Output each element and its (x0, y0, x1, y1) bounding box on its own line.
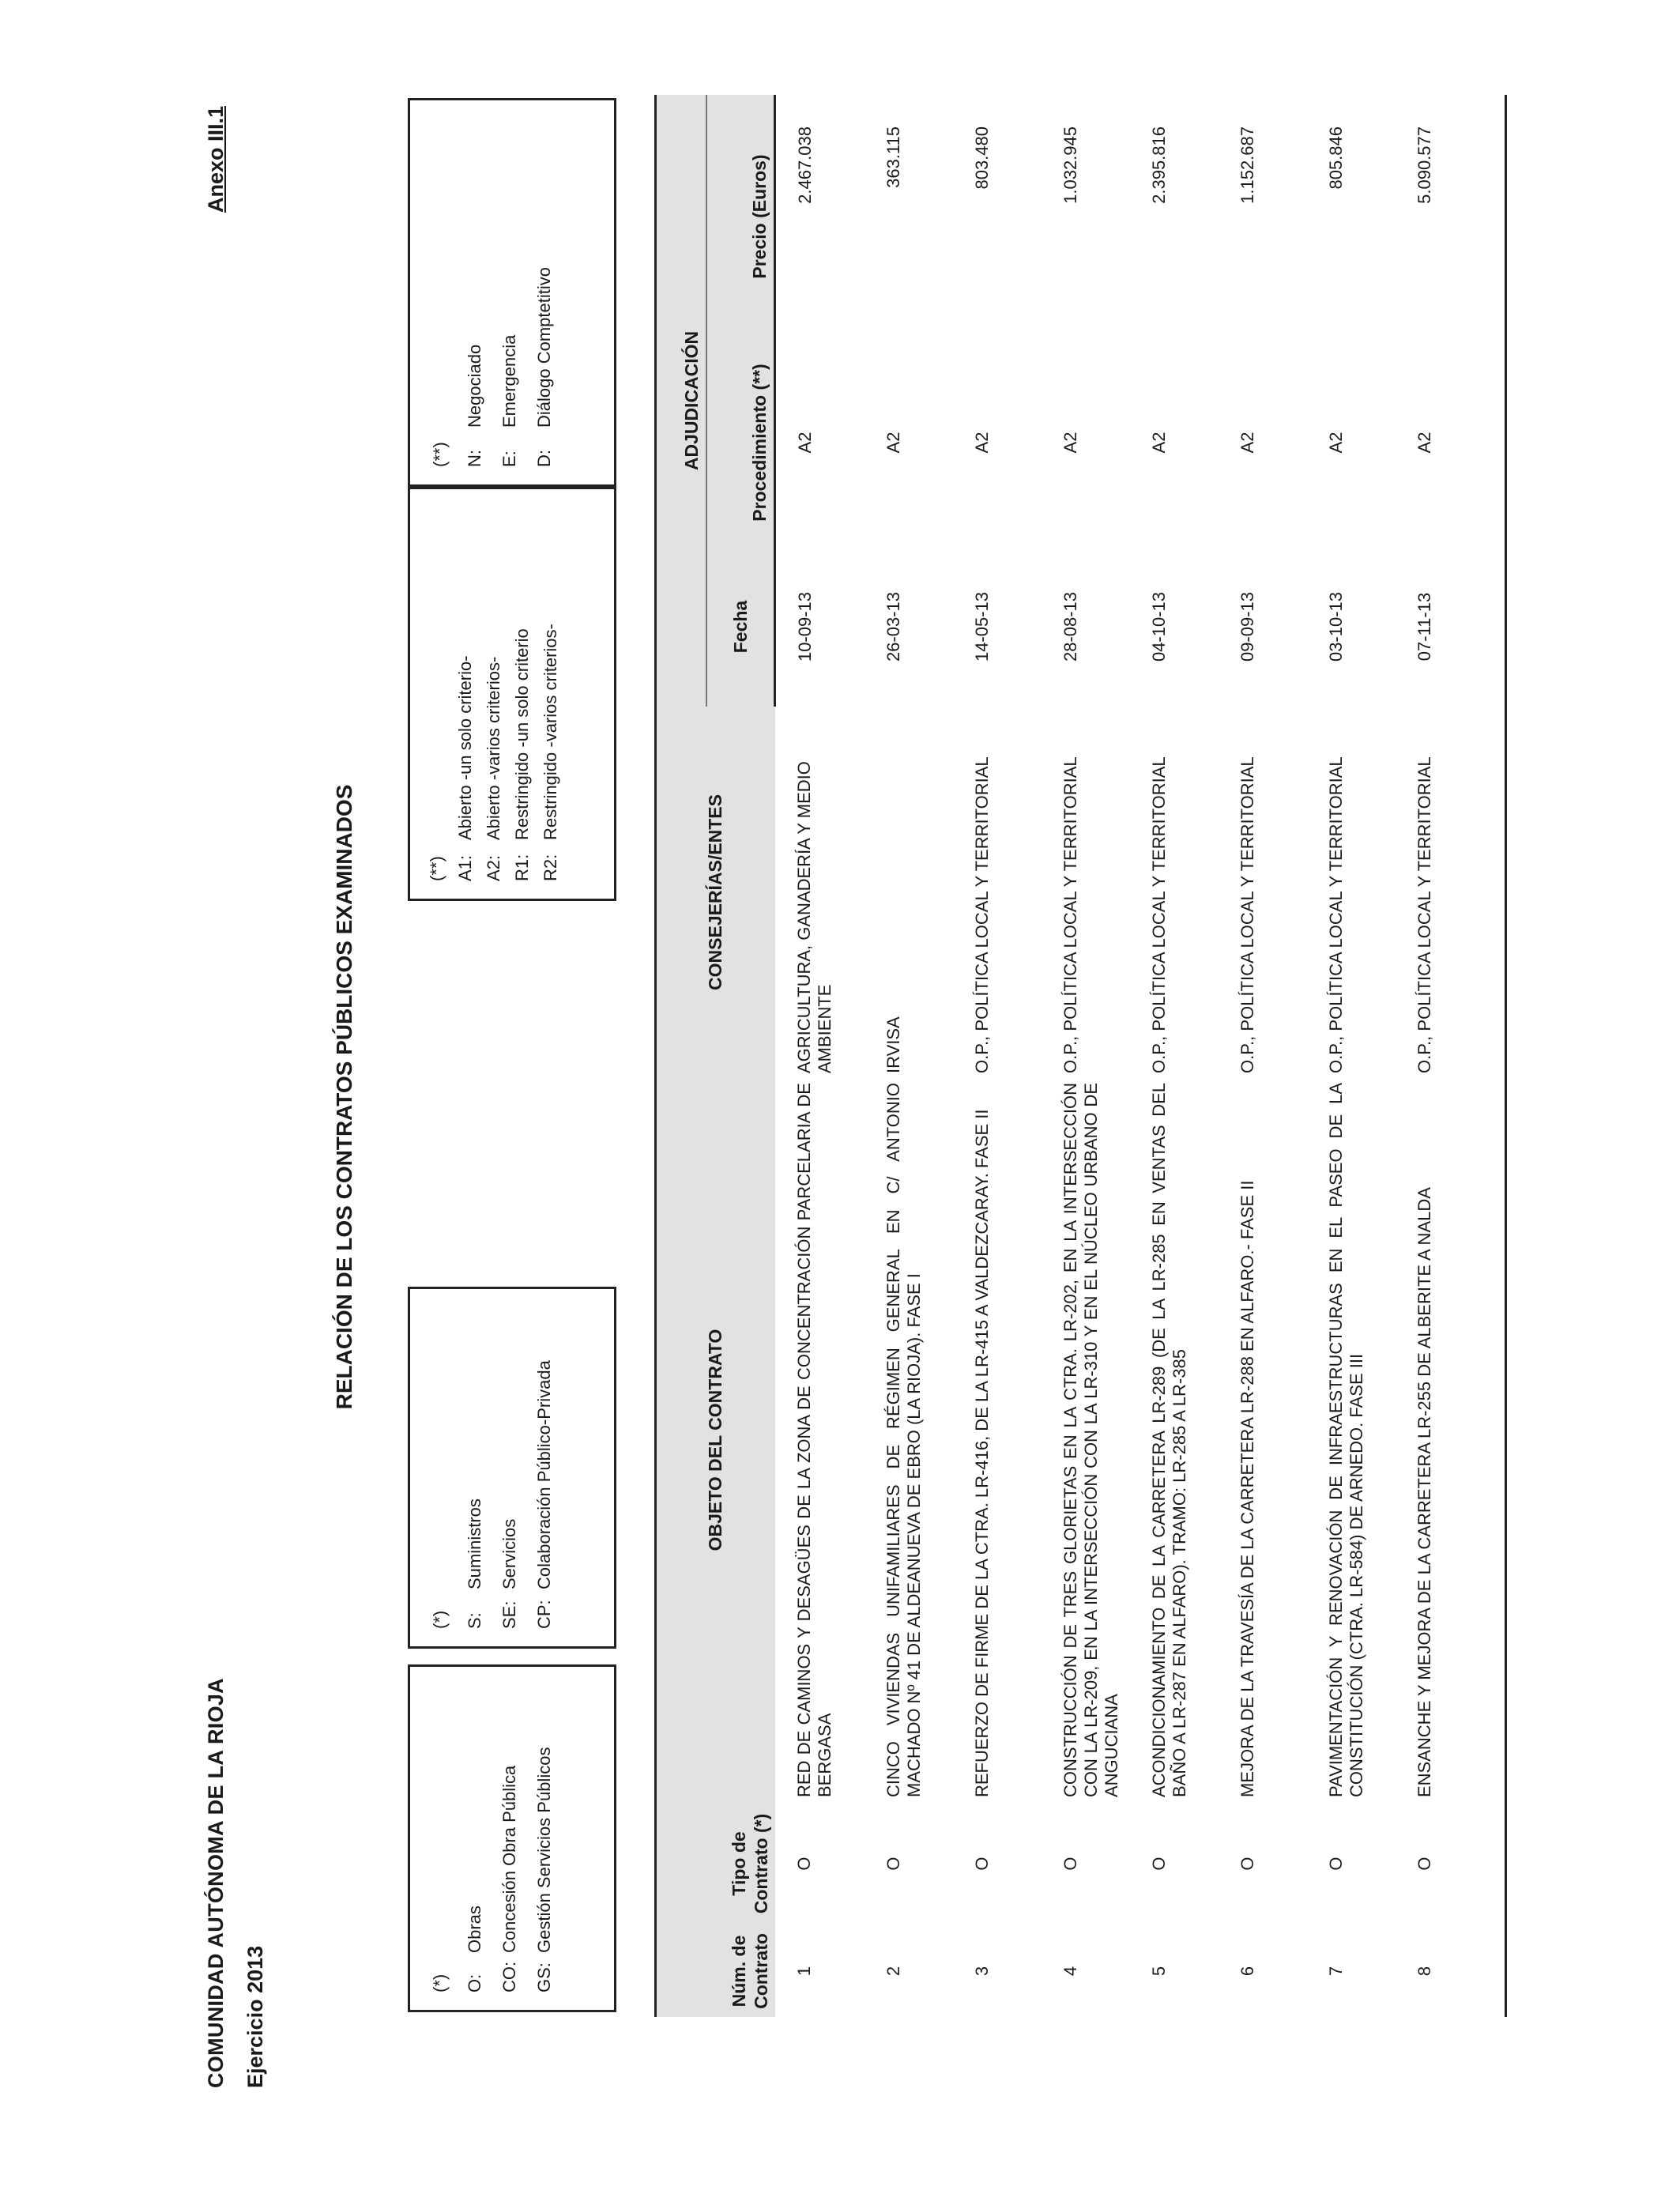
page-title: RELACIÓN DE LOS CONTRATOS PÚBLICOS EXAMINADOS (332, 784, 356, 1410)
legend-item: A2: Abierto -varios criterios- (484, 656, 503, 881)
cell-fecha: 28-08-13 (1060, 591, 1080, 662)
cell-tipo: O (1060, 1857, 1080, 1871)
cell-tipo: O (883, 1857, 903, 1871)
cell-precio: 2.395.816 (1149, 126, 1169, 204)
cell-consejeria: O.P., POLÍTICA LOCAL Y TERRITORIAL (1326, 756, 1346, 1073)
cell-objeto: ACONDICIONAMIENTO DE LA CARRETERA LR-289 (DE LA LR-285 EN VENTAS DEL BAÑO A LR-287 EN ALFARO). TRAMO: LR-285 A LR-385 (1149, 1083, 1189, 1797)
column-header-objeto: OBJETO DEL CONTRATO (656, 1078, 775, 1802)
cell-tipo: O (1149, 1857, 1169, 1871)
organization-title: COMUNIDAD AUTÓNOMA DE LA RIOJA (204, 1678, 228, 2088)
legend-item: N: Negociado (465, 344, 484, 467)
cell-fecha: 10-09-13 (795, 591, 815, 662)
cell-num: 1 (793, 1966, 814, 1977)
column-header-precio: Precio (Euros) (706, 95, 775, 338)
cell-precio: 1.032.945 (1060, 126, 1080, 204)
legend-item: S: Suministros (465, 1498, 484, 1629)
cell-num: 2 (883, 1966, 903, 1977)
cell-fecha: 03-10-13 (1326, 591, 1346, 662)
cell-procedimiento: A2 (1326, 432, 1346, 454)
column-header-fecha: Fecha (706, 547, 775, 707)
cell-objeto: RED DE CAMINOS Y DESAGÜES DE LA ZONA DE CONCENTRACIÓN PARCELARIA DE BERGASA (793, 1083, 834, 1797)
cell-fecha: 14-05-13 (972, 591, 992, 662)
cell-objeto: ENSANCHE Y MEJORA DE LA CARRETERA LR-255 DE ALBERITE A NALDA (1405, 1078, 1506, 1802)
table-row (1405, 95, 1506, 2017)
cell-procedimiento: A2 (883, 432, 903, 454)
cell-num: 5 (1149, 1966, 1169, 1977)
cell-procedimiento: A2 (1060, 432, 1080, 454)
cell-precio: 363.115 (883, 126, 903, 188)
contracts-table (654, 95, 1507, 2017)
cell-precio: 803.480 (972, 126, 992, 190)
cell-num: 6 (1237, 1966, 1257, 1977)
legend-item: O: Obras (465, 1906, 484, 1992)
column-header-tipo: Tipo de Contrato (*) (656, 1802, 775, 1925)
cell-consejeria: O.P., POLÍTICA LOCAL Y TERRITORIAL (972, 756, 992, 1073)
cell-objeto: REFUERZO DE FIRME DE LA CTRA. LR-416, DE LA LR-415 A VALDEZCARAY. FASE II (972, 1109, 992, 1797)
cell-num: 7 (1326, 1966, 1346, 1977)
legend-item: SE: Servicios (499, 1518, 519, 1629)
cell-consejeria: O.P., POLÍTICA LOCAL Y TERRITORIAL (1237, 756, 1257, 1073)
cell-fecha: 09-09-13 (1237, 591, 1257, 662)
cell-objeto: CONSTRUCCIÓN DE TRES GLORIETAS EN LA CTRA. LR-202, EN LA INTERSECCIÓN CON LA LR-209, EN LA INTERSECCIÓN CON LA LR-310 Y EN EL NÚCLEO URBANO DE ANGUCIANA (1060, 1083, 1121, 1797)
cell-num: 4 (1060, 1966, 1080, 1977)
legend-item: E: Emergencia (499, 334, 519, 467)
table-row (1139, 95, 1228, 2017)
table-row (1317, 95, 1405, 2017)
cell-tipo: O (1326, 1857, 1346, 1871)
cell-consejeria: AGRICULTURA, GANADERÍA Y MEDIO AMBIENTE (793, 761, 834, 1073)
cell-tipo: O (1237, 1857, 1257, 1871)
cell-fecha: 26-03-13 (883, 591, 903, 662)
legend-contract-types-box-1 (408, 1664, 616, 2012)
cell-tipo: O (972, 1857, 992, 1871)
cell-tipo: O (793, 1857, 814, 1871)
cell-num: 8 (1405, 1925, 1506, 2017)
table-row (1228, 95, 1317, 2017)
table-row (1051, 95, 1139, 2017)
cell-procedimiento: A2 (972, 432, 992, 454)
cell-procedimiento: A2 (1237, 432, 1257, 454)
cell-consejeria: O.P., POLÍTICA LOCAL Y TERRITORIAL (1060, 756, 1080, 1073)
legend-marker: (**) (427, 856, 446, 881)
cell-fecha: 04-10-13 (1149, 591, 1169, 662)
table-row (775, 95, 875, 2017)
legend-item: GS: Gestión Servicios Públicos (534, 1747, 554, 1992)
cell-precio: 2.467.038 (795, 126, 815, 204)
legend-item: CO: Concesión Obra Pública (499, 1765, 519, 1992)
cell-objeto: CINCO VIVIENDAS UNIFAMILIARES DE RÉGIMEN GENERAL EN C/ ANTONIO MACHADO Nº 41 DE ALDEANUEVA DE EBRO (LA RIOJA). FASE I (883, 1083, 924, 1797)
legend-item: CP: Colaboración Público-Privada (534, 1360, 554, 1629)
cell-consejeria: O.P., POLÍTICA LOCAL Y TERRITORIAL (1405, 707, 1506, 1078)
legend-marker: (*) (430, 1610, 450, 1629)
cell-precio: 1.152.687 (1237, 126, 1257, 204)
cell-consejeria: IRVISA (883, 1016, 903, 1073)
legend-marker: (**) (430, 442, 450, 467)
cell-consejeria: O.P., POLÍTICA LOCAL Y TERRITORIAL (1149, 756, 1169, 1073)
column-header-procedimiento: Procedimiento (**) (706, 338, 775, 547)
cell-procedimiento: A2 (795, 432, 815, 454)
legend-contract-types-box-2 (408, 1287, 616, 1649)
legend-item: R1: Restringido -un solo criterio (512, 628, 532, 881)
column-header-consejerias: CONSEJERÍAS/ENTES (656, 707, 775, 1078)
table-row (874, 95, 962, 2017)
cell-fecha: 07-11-13 (1405, 547, 1506, 707)
legend-item: D: Diálogo Comptetitivo (534, 267, 554, 467)
legend-procedures-box-1 (408, 487, 616, 901)
cell-procedimiento: A2 (1405, 338, 1506, 547)
cell-procedimiento: A2 (1149, 432, 1169, 454)
legend-marker: (*) (430, 1973, 450, 1992)
cell-precio: 805.846 (1326, 126, 1346, 190)
cell-num: 3 (972, 1966, 992, 1977)
cell-objeto: MEJORA DE LA TRAVESÍA DE LA CARRETERA LR-288 EN ALFARO.- FASE II (1237, 1180, 1257, 1797)
legend-item: R2: Restringido -varios criterios- (541, 624, 560, 881)
cell-precio: 5.090.577 (1405, 95, 1506, 338)
column-header-num: Núm. de Contrato (656, 1925, 775, 2017)
legend-procedures-box-2 (408, 98, 616, 487)
column-header-adjudicacion: ADJUDICACIÓN (656, 95, 707, 707)
cell-tipo: O (1405, 1802, 1506, 1925)
cell-objeto: PAVIMENTACIÓN Y RENOVACIÓN DE INFRAESTRUCTURAS EN EL PASEO DE LA CONSTITUCIÓN (CTRA. LR-584) DE ARNEDO. FASE III (1326, 1083, 1366, 1797)
fiscal-year: Ejercicio 2013 (243, 1945, 267, 2088)
legend-item: A1: Abierto -un solo criterio- (455, 655, 475, 881)
annex-label: Anexo III.1 (204, 106, 228, 213)
table-row (962, 95, 1051, 2017)
